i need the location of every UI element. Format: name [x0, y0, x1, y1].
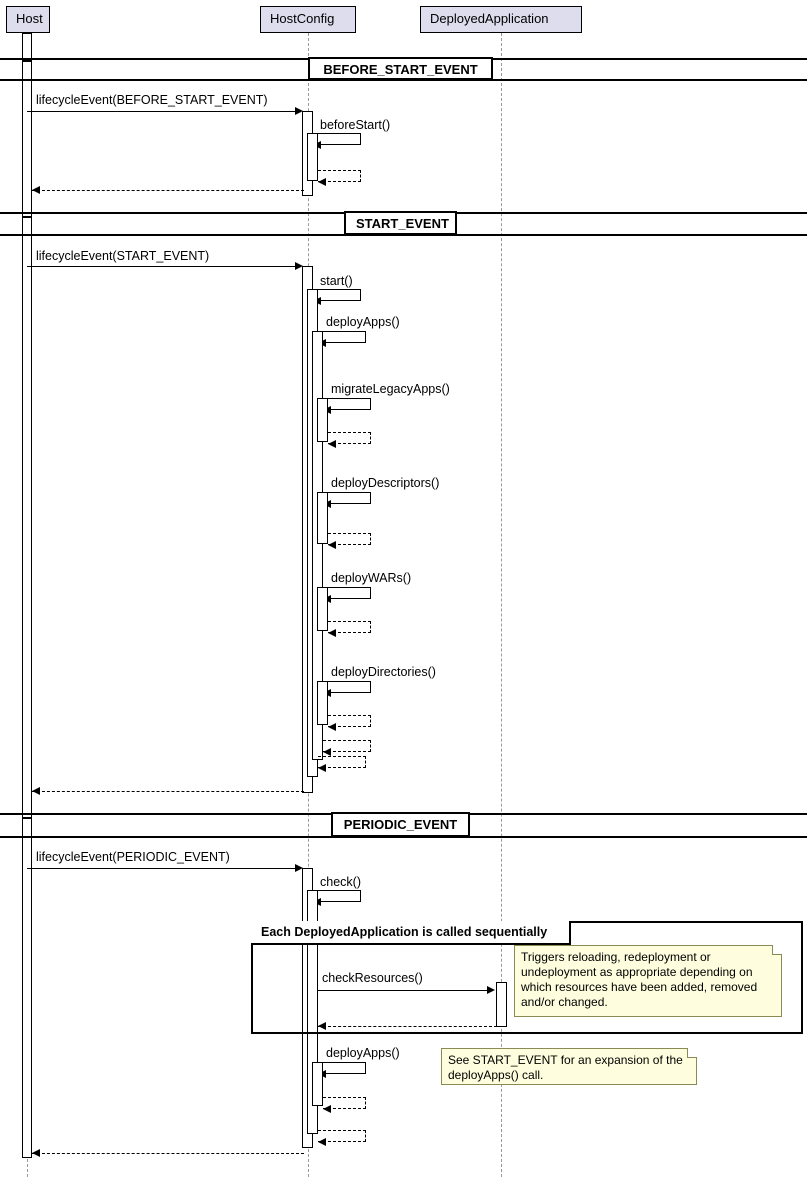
activation-hostconfig-2e — [317, 492, 328, 544]
activation-host-3 — [22, 217, 32, 818]
arrow-head-return-deploywars — [328, 629, 336, 637]
divider-before-start-label: BEFORE_START_EVENT — [323, 62, 478, 77]
arrow-head-return-deploydirectories — [328, 723, 336, 731]
arrow-checkresources — [318, 990, 493, 991]
divider-periodic-event — [331, 812, 470, 837]
message-label-before-start: beforeStart() — [320, 118, 391, 132]
activation-host-2 — [22, 61, 32, 217]
participant-deployedapplication[interactable] — [420, 6, 582, 33]
divider-before-start-event — [308, 57, 493, 80]
group-label-text: Each DeployedApplication is called sequentially — [261, 925, 548, 939]
arrow-head-return-to-host-1 — [32, 186, 40, 194]
message-label-start: start() — [320, 274, 353, 288]
divider-start-event — [344, 211, 457, 235]
message-label-lifecycle-before-start: lifecycleEvent(BEFORE_START_EVENT) — [36, 93, 268, 107]
message-label-check: check() — [320, 875, 361, 889]
message-label-lifecycle-periodic: lifecycleEvent(PERIODIC_EVENT) — [36, 850, 230, 864]
message-label-deploydescriptors: deployDescriptors() — [331, 476, 440, 490]
arrow-head-return-start — [318, 764, 326, 772]
message-label-migratelegacyapps: migrateLegacyApps() — [331, 382, 450, 396]
activation-hostconfig-1b — [307, 133, 318, 181]
divider-start-label: START_EVENT — [356, 216, 449, 231]
arrow-return-to-host-2 — [32, 791, 304, 792]
participant-host[interactable] — [6, 6, 50, 33]
arrow-return-to-host-1 — [32, 190, 304, 191]
arrow-head-return-deployapps-1 — [323, 748, 331, 756]
divider-periodic-label: PERIODIC_EVENT — [343, 817, 458, 832]
message-label-deployapps-1: deployApps() — [326, 315, 400, 329]
arrow-head-return-to-host-3 — [32, 1149, 40, 1157]
activation-deployedapplication — [496, 982, 507, 1027]
message-label-deploydirectories: deployDirectories() — [331, 665, 436, 679]
activation-hostconfig-3c — [312, 1062, 323, 1106]
note-checkresources-text: Triggers reloading, redeployment or undeployment as appropriate depending on which resources have been added, removed and/or changed. — [521, 950, 758, 1009]
activation-hostconfig-2d — [317, 398, 328, 442]
arrow-head-return-to-host-2 — [32, 787, 40, 795]
arrow-head-return-check — [318, 1138, 326, 1146]
participant-hostconfig[interactable] — [260, 6, 356, 33]
note-deployapps — [441, 1048, 697, 1085]
note-deployapps-text: See START_EVENT for an expansion of the deployApps() call. — [448, 1053, 683, 1082]
arrow-head-return-deployapps-2 — [323, 1105, 331, 1113]
arrow-head-return-checkresources — [318, 1022, 326, 1030]
message-label-deploywars: deployWARs() — [331, 571, 412, 585]
arrow-return-checkresources — [318, 1026, 497, 1027]
group-label-each-deployedapplication — [251, 921, 571, 945]
arrow-lifecycle-periodic — [27, 868, 301, 869]
arrow-lifecycle-before-start — [27, 111, 301, 112]
arrow-head-return-before-start — [318, 178, 326, 186]
arrow-head-checkresources — [487, 986, 495, 994]
message-label-lifecycle-start: lifecycleEvent(START_EVENT) — [36, 249, 210, 263]
arrow-head-return-migratelegacyapps — [328, 440, 336, 448]
activation-host-1 — [22, 33, 32, 61]
message-label-deployapps-2: deployApps() — [326, 1046, 400, 1060]
activation-hostconfig-2f — [317, 587, 328, 631]
arrow-head-return-deploydescriptors — [328, 541, 336, 549]
message-label-checkresources: checkResources() — [322, 971, 423, 985]
participant-deployedapplication-label: DeployedApplication — [430, 11, 549, 26]
arrow-return-to-host-3 — [32, 1153, 304, 1154]
note-checkresources — [514, 945, 782, 1017]
activation-hostconfig-2g — [317, 681, 328, 725]
activation-host-4 — [22, 818, 32, 1158]
participant-hostconfig-label: HostConfig — [270, 11, 335, 26]
arrow-lifecycle-start — [27, 266, 301, 267]
participant-host-label: Host — [16, 11, 43, 26]
